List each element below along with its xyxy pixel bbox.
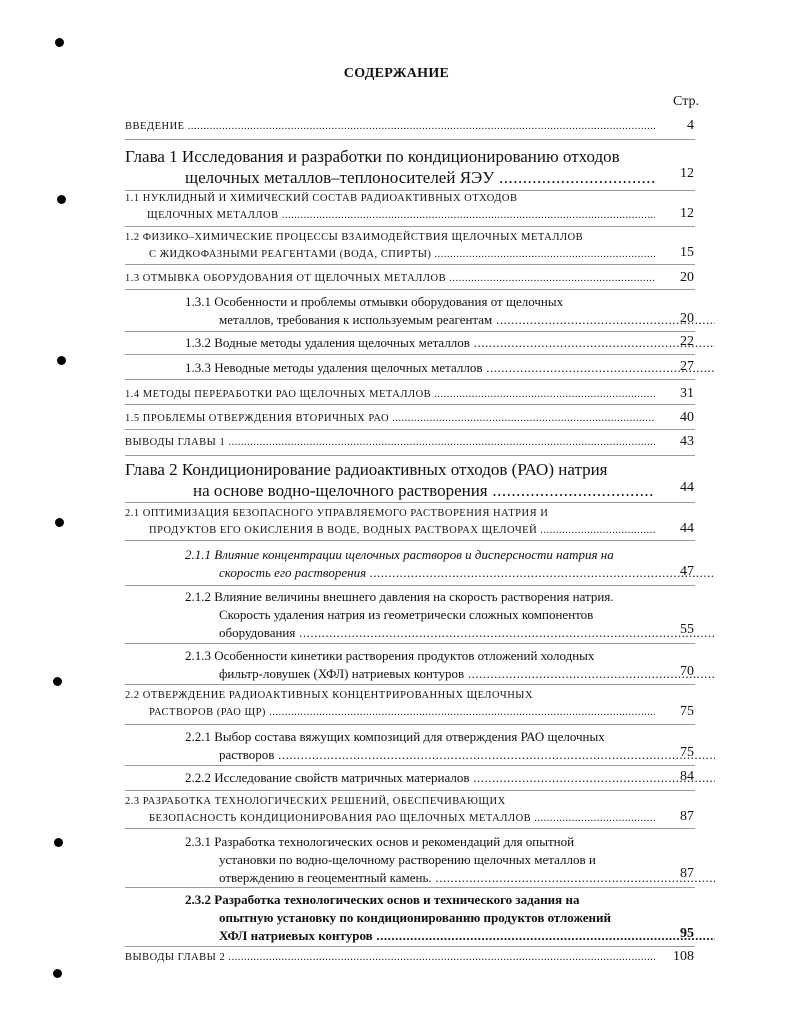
page-number: 87 [680,809,694,824]
page-number: 40 [680,410,694,425]
entry-line: 1.1 НУКЛИДНЫЙ И ХИМИЧЕСКИЙ СОСТАВ РАДИОАКТИВНЫХ ОТХОДОВ [125,193,518,204]
entry-line: ВЫВОДЫ ГЛАВЫ 2 ..... [125,949,655,966]
entry-line: 2.3 РАЗРАБОТКА ТЕХНОЛОГИЧЕСКИХ РЕШЕНИЙ, ОБЕСПЕЧИВАЮЩИХ [125,796,506,807]
toc-entry-2-1-1[interactable] [125,546,715,582]
toc-entry-2-1-2[interactable] [125,588,715,642]
entry-line: металлов, требования к используемым реагентам ..... [185,311,715,329]
entry-line: установки по водно-щелочному растворению щелочных металлов и [219,852,596,867]
toc-entry-1-3[interactable] [125,270,655,287]
divider [125,724,695,725]
toc-entry-chapter-2[interactable] [125,459,655,501]
divider [125,790,695,791]
toc-entry-1-1[interactable] [125,190,655,224]
page-number: 27 [680,359,694,374]
divider [125,540,695,541]
toc-entry-introduction[interactable] [125,118,655,135]
toc-entry-1-3-3[interactable] [125,359,715,377]
entry-line: 2.1.3 Особенности кинетики растворения продуктов отложений холодных [185,648,595,663]
page-number: 47 [680,564,694,579]
divider [125,354,695,355]
page-number: 55 [680,622,694,637]
toc-entry-conclusions-1[interactable] [125,434,655,451]
toc-entry-2-3-2[interactable] [125,891,715,945]
page-number: 44 [680,480,694,495]
page-title: СОДЕРЖАНИЕ [343,66,450,81]
toc-entry-1-3-2[interactable] [125,334,715,352]
scan-mark [53,677,62,686]
page-number: 43 [680,434,694,449]
divider [125,429,695,430]
toc-entry-2-1[interactable] [125,505,655,539]
entry-line: 2.3.1 Разработка технологических основ и рекомендаций для опытной [185,834,575,849]
entry-line: 1.4 МЕТОДЫ ПЕРЕРАБОТКИ РАО ЩЕЛОЧНЫХ МЕТАЛЛОВ ..... [125,386,655,403]
entry-line: Скорость удаления натрия из геометрически сложных компонентов [219,607,594,622]
entry-line: С ЖИДКОФАЗНЫМИ РЕАГЕНТАМИ (ВОДА, СПИРТЫ) ..... [125,246,655,263]
toc-entry-1-2[interactable] [125,229,655,263]
page-number: 22 [680,334,694,349]
divider [125,226,695,227]
divider [125,379,695,380]
page-number: 15 [680,245,694,260]
entry-line: ЩЕЛОЧНЫХ МЕТАЛЛОВ ..... [125,207,655,224]
entry-line: ПРОДУКТОВ ЕГО ОКИСЛЕНИЯ В ВОДЕ, ВОДНЫХ РАСТВОРАХ ЩЕЛОЧЕЙ ..... [125,522,655,539]
entry-line: 1.2 ФИЗИКО–ХИМИЧЕСКИЕ ПРОЦЕССЫ ВЗАИМОДЕЙСТВИЯ ЩЕЛОЧНЫХ МЕТАЛЛОВ [125,232,584,243]
divider [125,643,695,644]
divider [125,585,695,586]
toc-entry-2-2-2[interactable] [125,769,715,787]
entry-line: 2.2.2 Исследование свойств матричных материалов ..... [185,769,715,787]
scan-mark [55,518,64,527]
page-number: 12 [680,166,694,181]
toc-entry-2-3[interactable] [125,793,655,827]
divider [125,139,695,140]
entry-line: 1.5 ПРОБЛЕМЫ ОТВЕРЖДЕНИЯ ВТОРИЧНЫХ РАО ..... [125,410,655,427]
entry-line: оборудования ..... [185,624,715,642]
divider [125,946,695,947]
entry-line: ВВЕДЕНИЕ ..... [125,118,655,135]
toc-entry-1-4[interactable] [125,386,655,403]
entry-line: 1.3.3 Неводные методы удаления щелочных металлов ..... [185,359,715,377]
entry-line: 2.1.1 Влияние концентрации щелочных растворов и дисперсности натрия на [185,547,614,562]
divider [125,331,695,332]
page-number: 4 [687,118,694,133]
page-column-label: Стр. [673,94,699,109]
toc-entry-chapter-1[interactable] [125,146,655,188]
divider [125,289,695,290]
page-number: 75 [680,745,694,760]
entry-line: на основе водно-щелочного растворения ..... [125,480,655,501]
page-number: 12 [680,206,694,221]
toc-entry-2-2[interactable] [125,687,655,721]
entry-line: 1.3.2 Водные методы удаления щелочных металлов ..... [185,334,715,352]
entry-line: 1.3.1 Особенности и проблемы отмывки оборудования от щелочных [185,294,564,309]
entry-line: опытную установку по кондиционированию продуктов отложений [219,910,611,925]
entry-line: скорость его растворения ..... [185,564,715,582]
entry-line: ВЫВОДЫ ГЛАВЫ 1 ..... [125,434,655,451]
page-number: 44 [680,521,694,536]
page-number: 70 [680,664,694,679]
scan-mark [57,356,66,365]
divider [125,765,695,766]
toc-entry-2-2-1[interactable] [125,728,715,764]
scan-mark [54,838,63,847]
page-number: 20 [680,311,694,326]
entry-line: ХФЛ натриевых контуров ..... [185,927,715,945]
entry-line: 2.3.2 Разработка технологических основ и технического задания на [185,892,580,907]
scan-mark [57,195,66,204]
entry-line: БЕЗОПАСНОСТЬ КОНДИЦИОНИРОВАНИЯ РАО ЩЕЛОЧНЫХ МЕТАЛЛОВ ..... [125,810,655,827]
toc-entry-1-5[interactable] [125,410,655,427]
divider [125,455,695,456]
divider [125,264,695,265]
entry-line: Глава 1 Исследования и разработки по кондиционированию отходов [125,147,620,166]
entry-line: щелочных металлов–теплоносителей ЯЭУ ..... [125,167,655,188]
entry-line: 2.2 ОТВЕРЖДЕНИЕ РАДИОАКТИВНЫХ КОНЦЕНТРИРОВАННЫХ ЩЕЛОЧНЫХ [125,690,534,701]
divider [125,684,695,685]
entry-line: 2.1 ОПТИМИЗАЦИЯ БЕЗОПАСНОГО УПРАВЛЯЕМОГО РАСТВОРЕНИЯ НАТРИЯ И [125,508,549,519]
entry-line: РАСТВОРОВ (РАО ЩР) ..... [125,704,655,721]
page-number: 108 [673,949,694,964]
toc-entry-1-3-1[interactable] [125,293,715,329]
entry-line: 2.2.1 Выбор состава вяжущих композиций для отверждения РАО щелочных [185,729,605,744]
page-number: 31 [680,386,694,401]
entry-line: 2.1.2 Влияние величины внешнего давления на скорость растворения натрия. [185,589,614,604]
scan-mark [53,969,62,978]
entry-line: фильтр-ловушек (ХФЛ) натриевых контуров ..... [185,665,715,683]
divider [125,404,695,405]
entry-line: 1.3 ОТМЫВКА ОБОРУДОВАНИЯ ОТ ЩЕЛОЧНЫХ МЕТАЛЛОВ ..... [125,270,655,287]
scan-mark [55,38,64,47]
divider [125,887,695,888]
toc-entry-2-3-1[interactable] [125,833,715,887]
page-number: 95 [680,926,694,941]
entry-line: отверждению в геоцементный камень. ..... [185,869,715,887]
page-number: 20 [680,270,694,285]
divider [125,828,695,829]
entry-line: растворов ..... [185,746,715,764]
entry-line: Глава 2 Кондиционирование радиоактивных отходов (РАО) натрия [125,460,608,479]
page-number: 87 [680,866,694,881]
divider [125,502,695,503]
toc-entry-conclusions-2[interactable] [125,949,655,966]
toc-entry-2-1-3[interactable] [125,647,715,683]
page-number: 75 [680,704,694,719]
page-number: 84 [680,769,694,784]
